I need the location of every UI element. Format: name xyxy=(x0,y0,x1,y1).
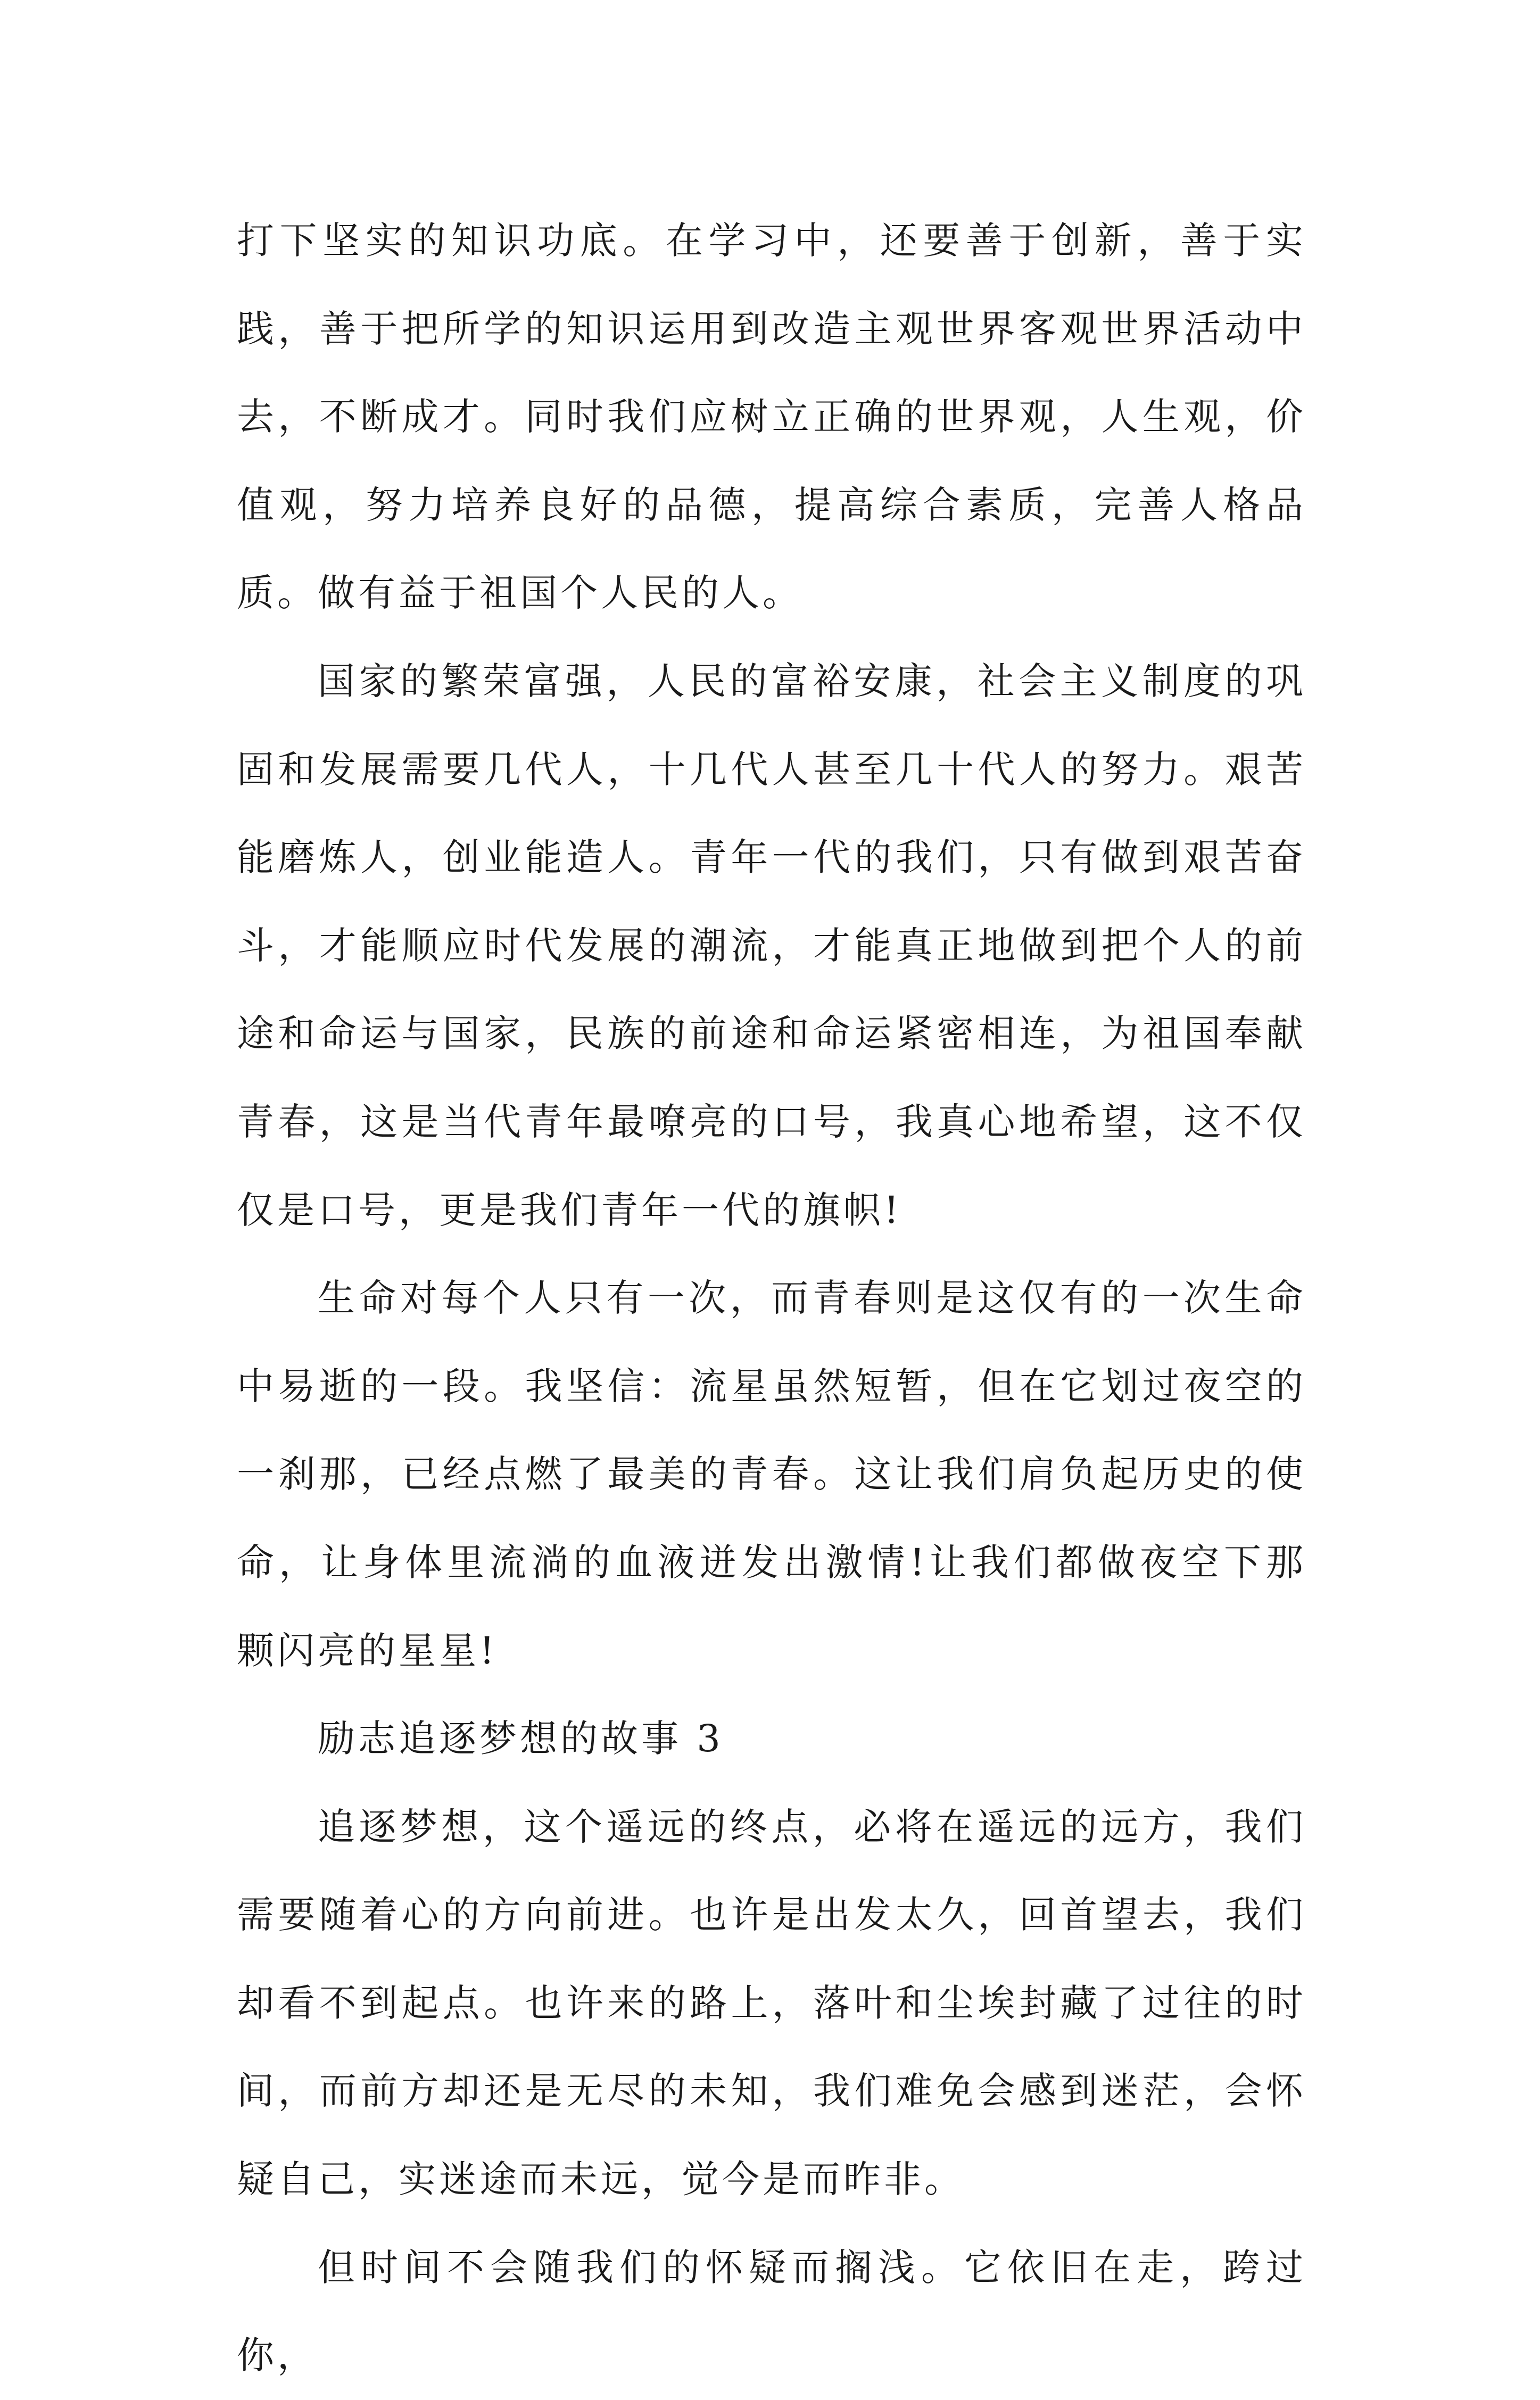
paragraph-3: 生命对每个人只有一次，而青春则是这仅有的一次生命中易逝的一段。我坚信：流星虽然短暂，但在它划过夜空的一刹那，已经点燃了最美的青春。这让我们肩负起历史的使命，让身体里流淌的血液迸发出激情!让我们都做夜空下那颗闪亮的星星! xyxy=(237,1276,1306,1673)
section-heading: 励志追逐梦想的故事 3 xyxy=(318,1717,724,1761)
document-body xyxy=(237,197,1306,2400)
paragraph-2: 国家的繁荣富强，人民的富裕安康，社会主义制度的巩固和发展需要几代人，十几代人甚至几十代人的努力。艰苦能磨炼人，创业能造人。青年一代的我们，只有做到艰苦奋斗，才能顺应时代发展的潮流，才能真正地做到把个人的前途和命运与国家，民族的前途和命运紧密相连，为祖国奉献青春，这是当代青年最嘹亮的口号，我真心地希望，这不仅仅是口号，更是我们青年一代的旗帜! xyxy=(237,659,1306,1232)
paragraph-5: 但时间不会随我们的怀疑而搁浅。它依旧在走，跨过你， xyxy=(237,2245,1306,2378)
paragraph-1: 打下坚实的知识功底。在学习中，还要善于创新，善于实践，善于把所学的知识运用到改造主观世界客观世界活动中去，不断成才。同时我们应树立正确的世界观，人生观，价值观，努力培养良好的品德，提高综合素质，完善人格品质。做有益于祖国个人民的人。 xyxy=(237,219,1306,615)
paragraph-4: 追逐梦想，这个遥远的终点，必将在遥远的远方，我们需要随着心的方向前进。也许是出发太久，回首望去，我们却看不到起点。也许来的路上，落叶和尘埃封藏了过往的时间，而前方却还是无尽的未知，我们难免会感到迷茫，会怀疑自己，实迷途而未远，觉今是而昨非。 xyxy=(237,1805,1306,2202)
